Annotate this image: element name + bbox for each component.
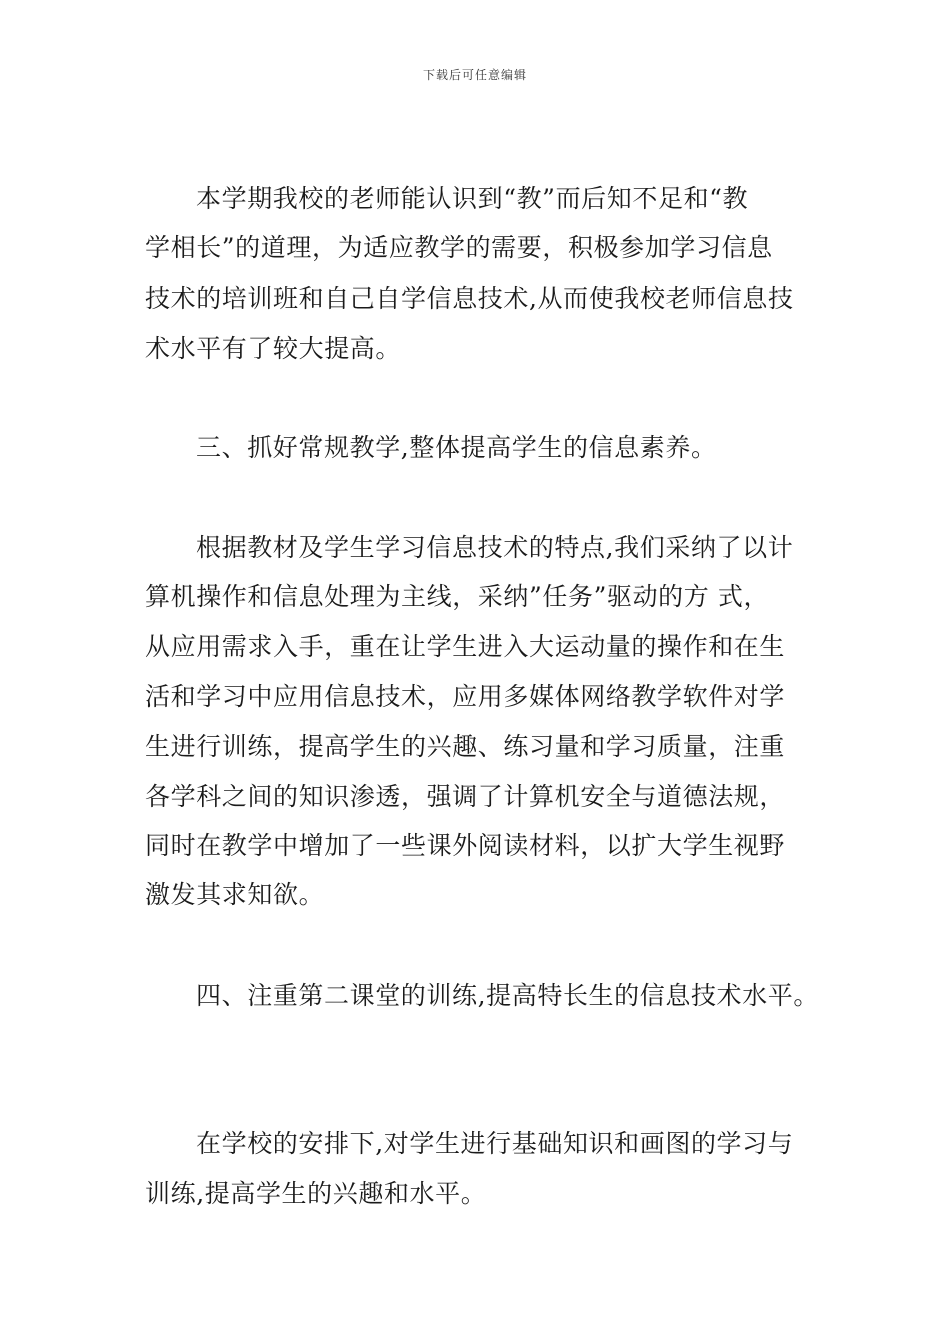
paragraph-line: 活和学习中应用信息技术，应用多媒体网络教学软件对学 [145,682,786,711]
paragraph-line: 本学期我校的老师能认识到“教”而后知不足和“教 [196,184,749,213]
paragraph-line: 训练,提高学生的兴趣和水平。 [145,1179,487,1208]
paragraph-line: 在学校的安排下,对学生进行基础知识和画图的学习与 [196,1129,794,1158]
paragraph-line: 算机操作和信息处理为主线，采纳”任务”驱动的方 式， [145,582,770,611]
paragraph-line: 学相长”的道理，为适应教学的需要，积极参加学习信息 [145,233,773,262]
paragraph-line: 根据教材及学生学习信息技术的特点,我们采纳了以计 [196,533,794,562]
paragraph-line: 术水平有了较大提高。 [145,334,402,363]
paragraph-line: 从应用需求入手，重在让学生进入大运动量的操作和在生 [145,632,786,661]
paragraph-line: 激发其求知欲。 [145,880,325,909]
page-header: 下载后可任意编辑 [422,68,527,82]
section-heading: 四、注重第二课堂的训练,提高特长生的信息技术水平。 [196,981,819,1010]
paragraph-line: 技术的培训班和自己自学信息技术,从而使我校老师信息技 [145,284,794,313]
section-heading: 三、抓好常规教学,整体提高学生的信息素养。 [196,433,717,462]
paragraph-line: 生进行训练，提高学生的兴趣、练习量和学习质量，注重 [145,732,786,761]
paragraph-line: 各学科之间的知识渗透，强调了计算机安全与道德法规， [145,782,786,811]
paragraph-line: 同时在教学中增加了一些课外阅读材料，以扩大学生视野 [145,831,786,860]
